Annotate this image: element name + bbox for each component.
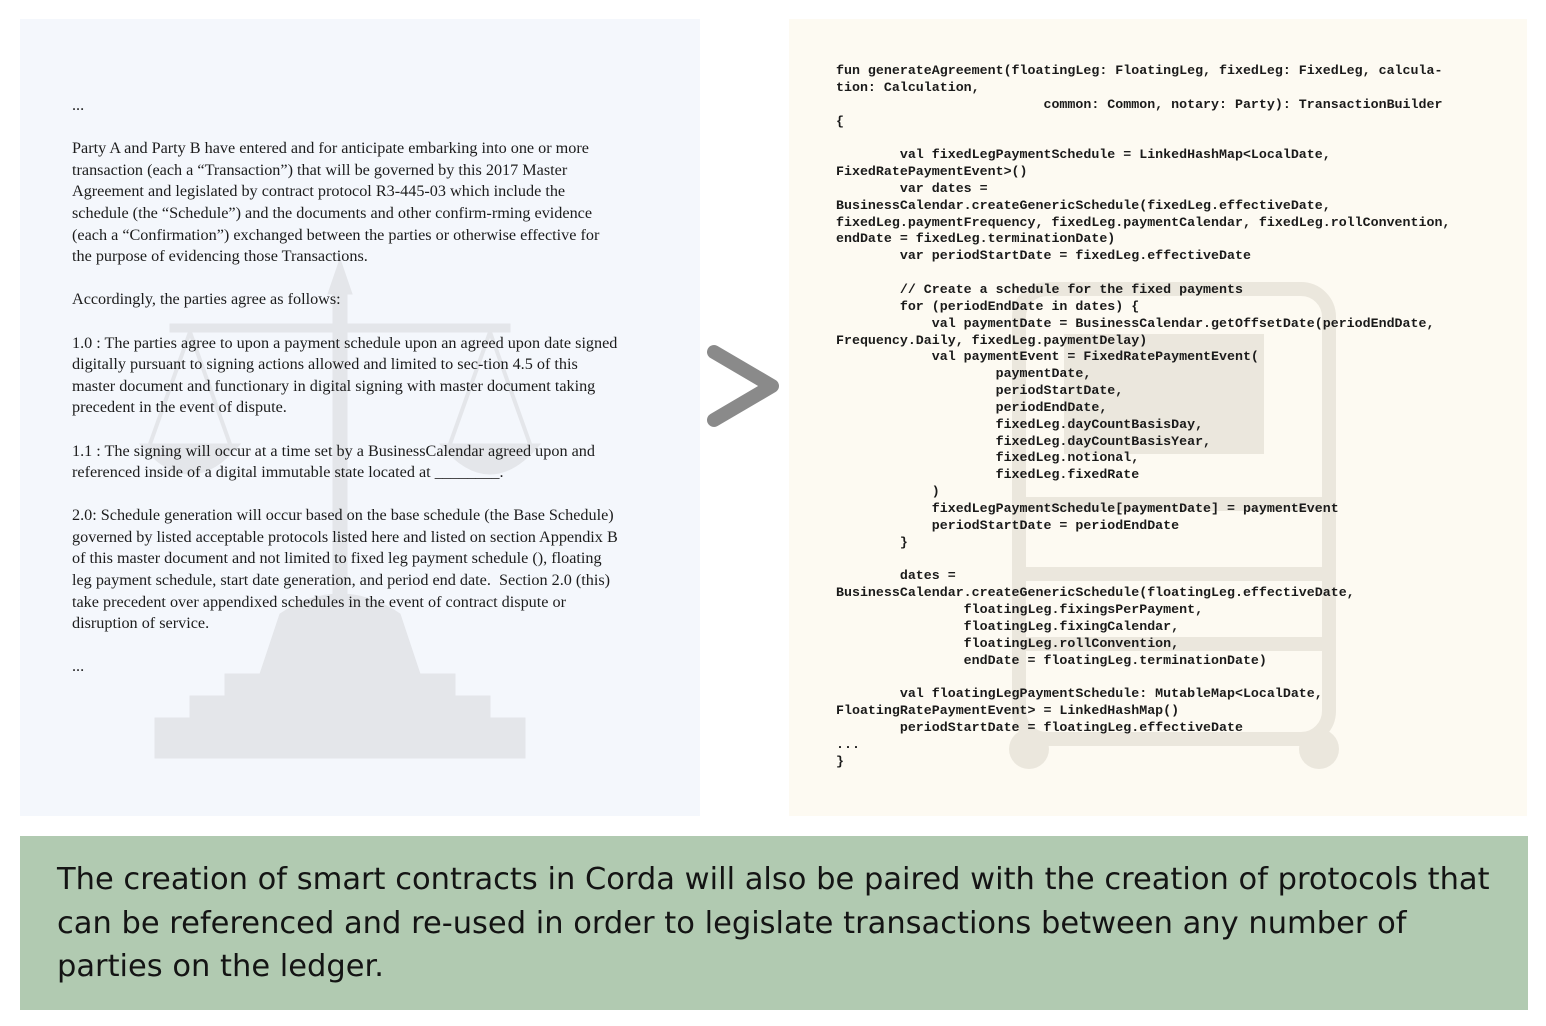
legal-contract-panel: [20, 19, 700, 816]
contract-text: [72, 95, 622, 700]
contract-paragraph: ...: [72, 657, 85, 676]
caption-text: The creation of smart contracts in Corda will also be paired with the creation of protocols that can be referenced and re-used in order to legislate transactions between any number of parties on the ledger.: [57, 862, 1490, 984]
contract-paragraph: ...: [72, 96, 85, 114]
contract-paragraph: 1.0 : The parties agree to upon a payment schedule upon an agreed upon date signed digitally pursuant to signing actions allowed and limited to sec-tion 4.5 of this master document and functionary in digital signing with master document taking precedent in the event of dispute.: [72, 333, 622, 417]
contract-paragraph: Party A and Party B have entered and for anticipate embarking into one or more transaction (each a “Transaction”) that will be governed by this 2017 Master Agreement and legislated by contract protocol R3-445-03 which include the schedule (the “Schedule”) and the documents and other confirm-rming evidence (each a “Confirmation”) exchanged between the parties or otherwise effective for the purpose of evidencing those Transactions.: [72, 139, 604, 266]
chevron-right-icon: [704, 340, 788, 432]
code-panel: [789, 19, 1527, 816]
contract-paragraph: Accordingly, the parties agree as follows:: [72, 290, 341, 309]
code-block: fun generateAgreement(floatingLeg: FloatingLeg, fixedLeg: FixedLeg, calcula- tion: Calculation, common: Common, notary: Party): TransactionBuilder { val fixedLegPaymentSchedule = LinkedHashMap<LocalDate, FixedRatePaymentEvent>() var dates = BusinessCalendar.createGenericSchedule(fixedLeg.effectiveDate, fixedLeg.paymentFrequency, fixedLeg.paymentCalendar, fixedLeg.rollConvention, endDate = fixedLeg.terminationDate) var periodStartDate = fixedLeg.effectiveDate // Create a schedule for the fixed payments for (periodEndDate in dates) { val paymentDate = BusinessCalendar.getOffsetDate(periodEndDate, Frequency.Daily, fixedLeg.paymentDelay) val paymentEvent = FixedRatePaymentEvent( paymentDate, periodStartDate, periodEndDate, fixedLeg.dayCountBasisDay, fixedLeg.dayCountBasisYear, fixedLeg.notional, fixedLeg.fixedRate ) fixedLegPaymentSchedule[paymentDate] = paymentEvent periodStartDate = periodEndDate } dates = BusinessCalendar.createGenericSchedule(floatingLeg.effectiveDate, floatingLeg.fixingsPerPayment, floatingLeg.fixingCalendar, floatingLeg.rollConvention, endDate = floatingLeg.terminationDate) val floatingLegPaymentSchedule: MutableMap<LocalDate, FloatingRatePaymentEvent> = LinkedHashMap() periodStartDate = floatingLeg.effectiveDate ... }: [836, 63, 1451, 769]
contract-paragraph: 2.0: Schedule generation will occur based on the base schedule (the Base Schedule) governed by listed acceptable protocols listed here and listed on section Appendix B of this master document and not limited to fixed leg payment schedule (), floating leg payment schedule, start date generation, and period end date. Section 2.0 (this) take precedent over appendixed schedules in the event of contract dispute or disruption of service.: [72, 506, 622, 633]
caption-band: [20, 836, 1528, 1010]
contract-paragraph: 1.1 : The signing will occur at a time set by a BusinessCalendar agreed upon and referenced inside of a digital immutable state located at ________.: [72, 441, 600, 482]
